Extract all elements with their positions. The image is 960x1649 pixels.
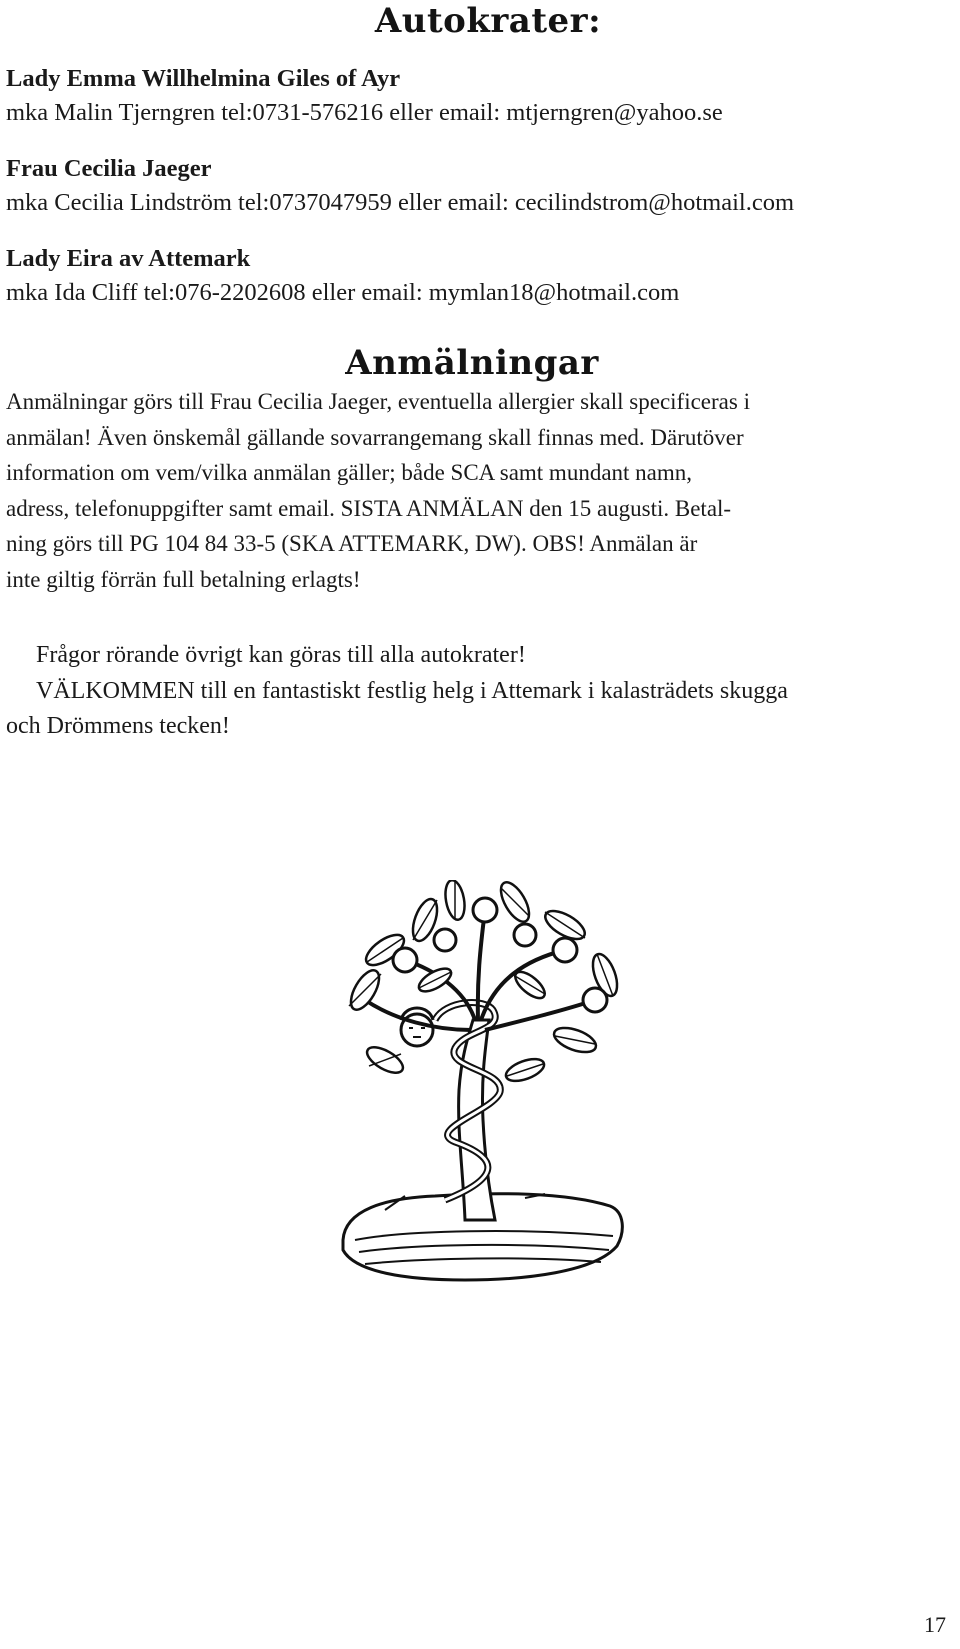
anmalningar-heading [0, 343, 952, 383]
contact-name: Lady Eira av Attemark [6, 245, 251, 272]
registration-line: adress, telefonuppgifter samt email. SISTA ANMÄLAN den 15 augusti. Betal- [6, 495, 732, 521]
registration-line: anmälan! Även önskemål gällande sovarrangemang skall finnas med. Därutöver [6, 424, 744, 450]
contact-name: Lady Emma Willhelmina Giles of Ayr [6, 65, 401, 92]
anmalningar-heading-text: Anmälningar [345, 343, 599, 383]
contact-name: Frau Cecilia Jaeger [6, 155, 212, 182]
contact-details: mka Malin Tjerngren tel:0731-576216 eller email: mtjerngren@yahoo.se [6, 99, 723, 126]
autokrater-heading-text: Autokrater: [374, 1, 602, 41]
page-number: 17 [924, 1612, 946, 1637]
contact-entry [6, 62, 951, 130]
autokrater-heading [8, 1, 960, 41]
registration-line: Anmälningar görs till Frau Cecilia Jaeger, eventuella allergier skall specificeras i [6, 389, 750, 414]
contact-entry [6, 152, 951, 220]
contact-details: mka Ida Cliff tel:076-2202608 eller email: mymlan18@hotmail.com [6, 279, 680, 306]
registration-line: information om vem/vilka anmälan gäller; både SCA samt mundant namn, [6, 460, 693, 485]
registration-line: ning görs till PG 104 84 33-5 (SKA ATTEMARK, DW). OBS! Anmälan är [6, 531, 698, 556]
welcome-line-continued: och Drömmens tecken! [6, 713, 230, 739]
contact-details: mka Cecilia Lindström tel:0737047959 eller email: cecilindstrom@hotmail.com [6, 189, 795, 216]
registration-line: inte giltig förrän full betalning erlagts! [6, 566, 361, 592]
welcome-line: VÄLKOMMEN till en fantastiskt festlig helg i Attemark i kalasträdets skugga [36, 677, 788, 704]
tree-woodcut-illustration [325, 880, 635, 1290]
closing-paragraph [6, 638, 951, 745]
contact-entry [6, 242, 951, 310]
registration-paragraph [6, 384, 951, 597]
questions-line: Frågor rörande övrigt kan göras till alla autokrater! [36, 642, 526, 668]
